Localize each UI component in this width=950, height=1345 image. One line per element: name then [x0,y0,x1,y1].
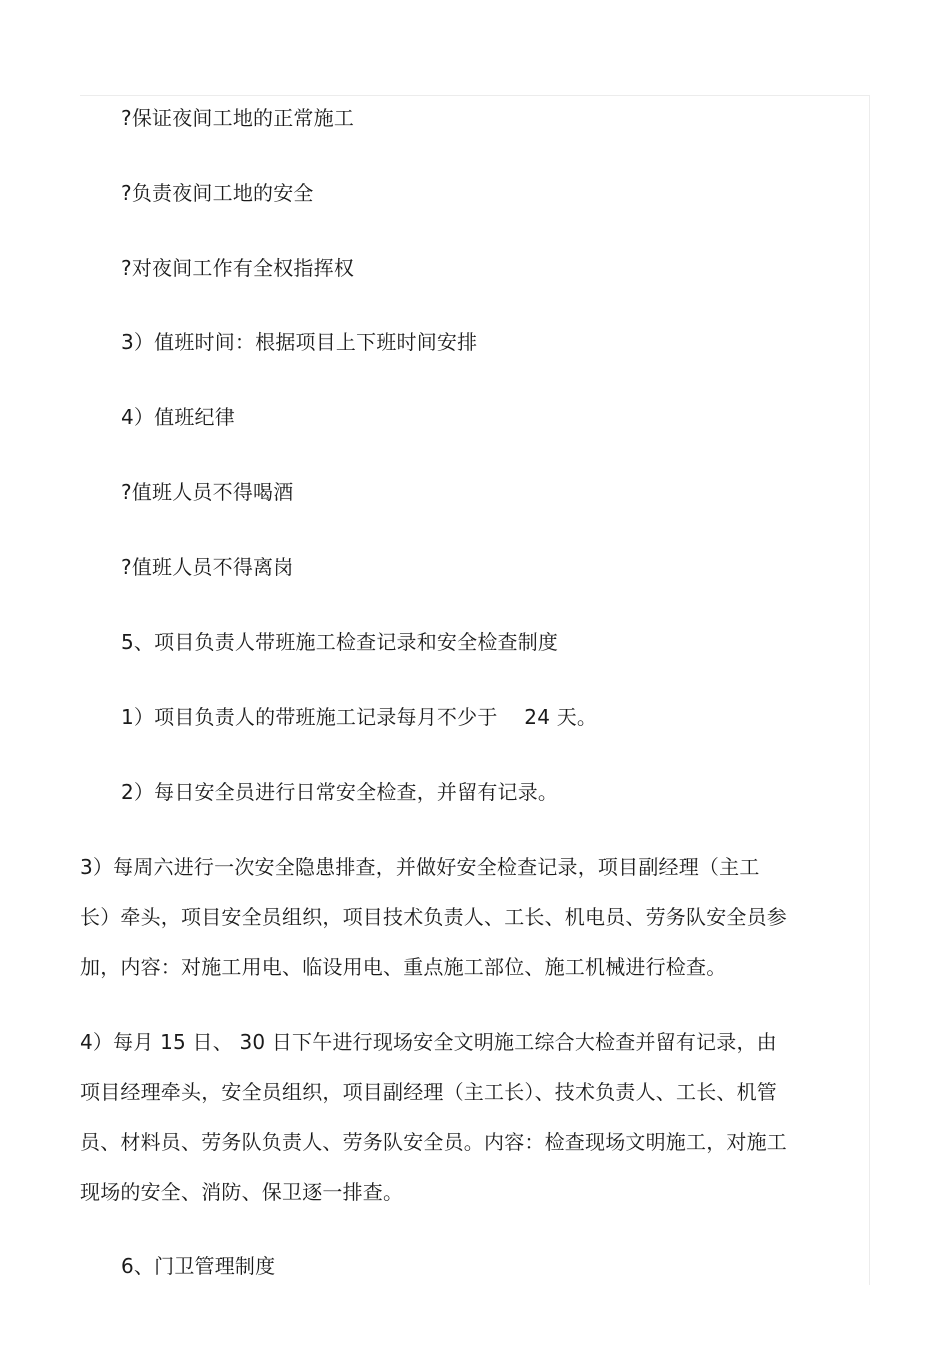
item-4-line-4: 现场的安全、消防、保卫逐一排查。 [80,1180,404,1204]
item-2-line: 2）每日安全员进行日常安全检查，并留有记录。 [121,780,559,804]
item-3-line-3: 加，内容：对施工用电、临设用电、重点施工部位、施工机械进行检查。 [80,955,727,979]
duty-discipline-heading: 4）值班纪律 [121,405,235,429]
item-4-line-3: 员、材料员、劳务队负责人、劳务队安全员。内容：检查现场文明施工，对施工 [80,1130,787,1154]
item-1-line: 1）项目负责人的带班施工记录每月不少于 24 天。 [121,705,598,729]
section-6-heading: 6、门卫管理制度 [121,1254,276,1278]
bullet-line-3: ?对夜间工作有全权指挥权 [121,256,355,280]
item-4-line-1: 4）每月 15 日、 30 日下午进行现场安全文明施工综合大检查并留有记录，由 [80,1030,777,1054]
section-5-heading: 5、项目负责人带班施工检查记录和安全检查制度 [121,630,559,654]
item-3-line-2: 长）牵头，项目安全员组织，项目技术负责人、工长、机电员、劳务队安全员参 [80,905,787,929]
item-3-line-1: 3）每周六进行一次安全隐患排查，并做好安全检查记录，项目副经理（主工 [80,855,760,879]
item-4-line-2: 项目经理牵头，安全员组织，项目副经理（主工长）、技术负责人、工长、机管 [80,1080,777,1104]
bullet-line-4: ?值班人员不得喝酒 [121,480,294,504]
bullet-line-1: ?保证夜间工地的正常施工 [121,106,355,130]
page-top-border [80,95,870,96]
bullet-line-5: ?值班人员不得离岗 [121,555,294,579]
duty-time-line: 3）值班时间：根据项目上下班时间安排 [121,330,478,354]
bullet-line-2: ?负责夜间工地的安全 [121,181,314,205]
page-right-border [869,95,870,1285]
